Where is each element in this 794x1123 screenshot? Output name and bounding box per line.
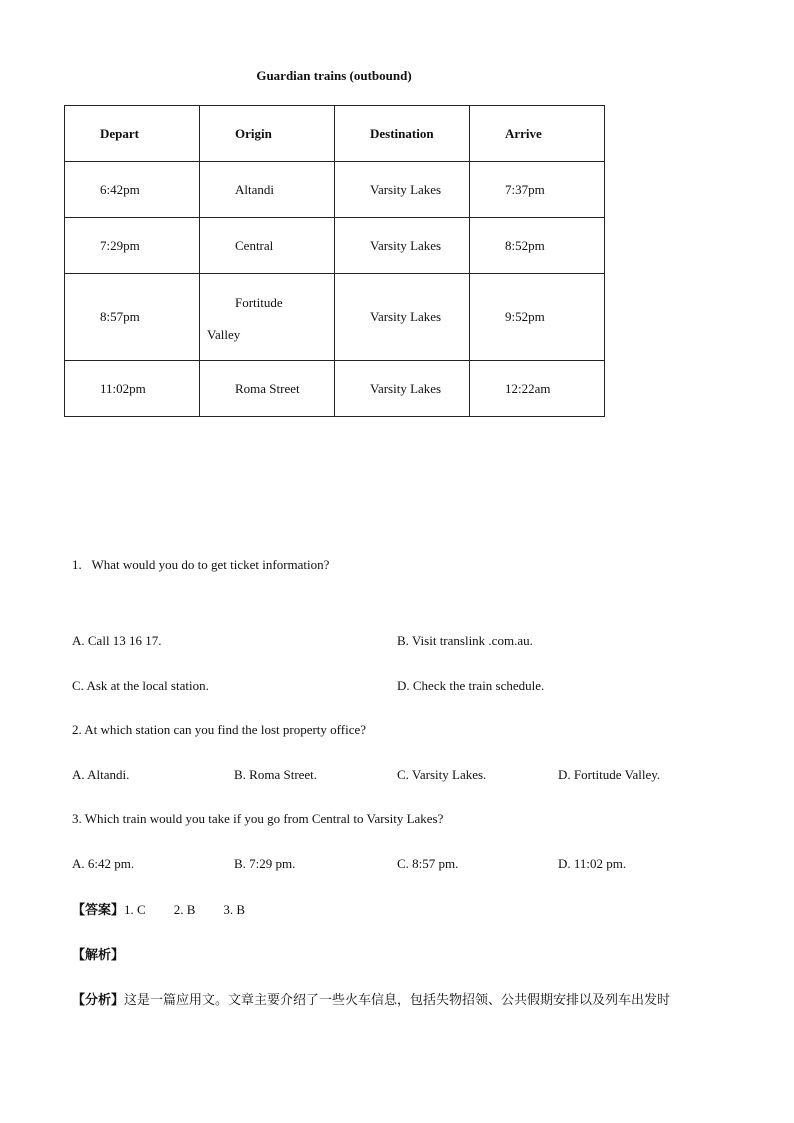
question-3: 3. Which train would you take if you go from Central to Varsity Lakes?: [72, 811, 444, 826]
cell-arrive: 12:22am: [470, 361, 605, 417]
question-1: 1. What would you do to get ticket information?: [72, 557, 330, 572]
table-row: [65, 361, 605, 417]
cell-origin: Roma Street: [200, 361, 335, 417]
question-2: 2. At which station can you find the lost property office?: [72, 722, 366, 737]
q2-option-a: A. Altandi.: [72, 767, 130, 782]
cell-origin: Altandi: [200, 162, 335, 218]
table-row: [65, 274, 605, 361]
answer-1: 1. C: [124, 902, 146, 917]
fenxi-text: 这是一篇应用文。文章主要介绍了一些火车信息，包括失物招领、公共假期安排以及列车出发时: [124, 993, 671, 1008]
table-row: [65, 218, 605, 274]
cell-arrive: 9:52pm: [470, 274, 605, 361]
fenxi-label: 【分析】: [72, 993, 125, 1008]
q3-option-b: B. 7:29 pm.: [234, 856, 296, 871]
header-depart: Depart: [65, 106, 200, 162]
cell-depart: 11:02pm: [65, 361, 200, 417]
header-arrive: Arrive: [470, 106, 605, 162]
cell-destination: Varsity Lakes: [335, 274, 470, 361]
q2-option-d: D. Fortitude Valley.: [558, 767, 661, 782]
q1-option-d: D. Check the train schedule.: [397, 678, 545, 693]
origin-line-2: Valley: [207, 327, 241, 342]
analysis-line: [72, 989, 670, 1008]
cell-arrive: 8:52pm: [470, 218, 605, 274]
q1-option-a: A. Call 13 16 17.: [72, 633, 162, 648]
q2-option-c: C. Varsity Lakes.: [397, 767, 487, 782]
cell-origin: Central: [200, 218, 335, 274]
table-row: [65, 162, 605, 218]
answer-2: 2. B: [173, 902, 196, 917]
q3-option-a: A. 6:42 pm.: [72, 856, 135, 871]
q1-option-b: B. Visit translink .com.au.: [397, 633, 533, 648]
header-origin: Origin: [200, 106, 335, 162]
cell-depart: 7:29pm: [65, 218, 200, 274]
answer-label: 【答案】: [72, 903, 125, 918]
cell-destination: Varsity Lakes: [335, 218, 470, 274]
cell-arrive: 7:37pm: [470, 162, 605, 218]
q2-option-b: B. Roma Street.: [234, 767, 318, 782]
q1-option-c: C. Ask at the local station.: [72, 678, 209, 693]
cell-depart: 8:57pm: [65, 274, 200, 361]
q3-option-d: D. 11:02 pm.: [558, 856, 627, 871]
table-title: Guardian trains (outbound): [256, 68, 412, 83]
cell-destination: Varsity Lakes: [335, 162, 470, 218]
train-timetable: [64, 105, 605, 417]
cell-depart: 6:42pm: [65, 162, 200, 218]
answer-3: 3. B: [223, 902, 246, 917]
answer-line: [72, 899, 245, 918]
analysis-label: 【解析】: [72, 948, 125, 963]
q3-option-c: C. 8:57 pm.: [397, 856, 459, 871]
table-header-row: [65, 106, 605, 162]
cell-destination: Varsity Lakes: [335, 361, 470, 417]
origin-line-1: Fortitude: [235, 295, 283, 310]
header-destination: Destination: [335, 106, 470, 162]
cell-origin: [200, 274, 335, 361]
